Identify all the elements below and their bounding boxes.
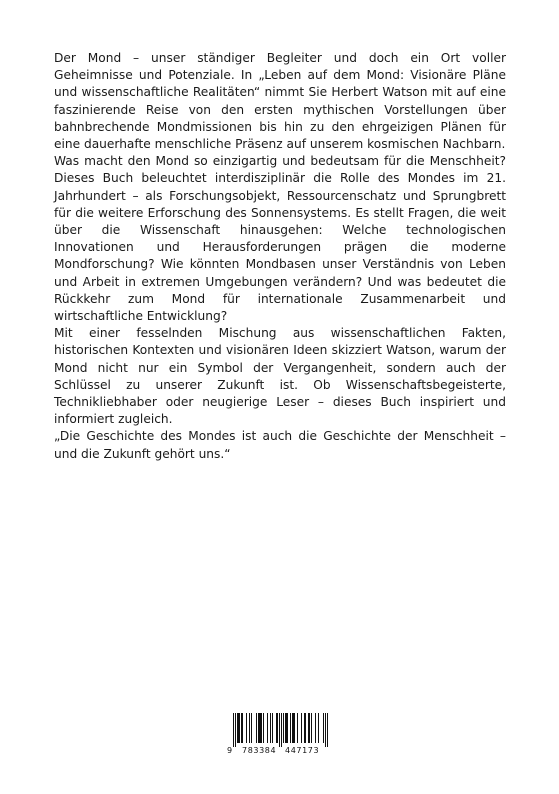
barcode-bar [277, 713, 278, 743]
barcode-bar [272, 713, 273, 743]
barcode-bar [281, 713, 282, 747]
isbn-barcode [227, 713, 331, 761]
barcode-bar [325, 713, 326, 747]
barcode-bar [285, 713, 286, 743]
paragraph-quote: „Die Geschichte des Mondes ist auch die Geschichte der Menschheit – und die Zukunft gehört uns.“ [54, 429, 506, 461]
barcode-bar [249, 713, 250, 743]
barcode-bar [311, 713, 312, 743]
barcode-bar [287, 713, 288, 743]
barcode-bar [260, 713, 261, 743]
barcode-bar [241, 713, 242, 743]
barcode-bar [323, 713, 324, 743]
back-cover-text [54, 50, 506, 463]
barcode-bar [315, 713, 316, 743]
barcode-bar [292, 713, 293, 743]
barcode-bar [327, 713, 328, 747]
barcode-bar [305, 713, 306, 743]
barcode-group-left: 783384 [242, 746, 277, 755]
barcode-bar [237, 713, 238, 743]
barcode-digits [227, 746, 331, 758]
barcode-bar [246, 713, 247, 743]
barcode-bar [258, 713, 259, 743]
barcode-bar [235, 713, 236, 747]
barcode-bar [308, 713, 309, 743]
barcode-bar [239, 713, 240, 743]
barcode-bar [256, 713, 257, 743]
barcode-bar [238, 713, 239, 743]
barcode-bar [318, 713, 319, 743]
barcode-bar [294, 713, 295, 743]
barcode-bar [297, 713, 298, 743]
barcode-bar [279, 713, 280, 747]
paragraph-intro: Der Mond – unser ständiger Begleiter und doch ein Ort voller Geheimnisse und Potenziale. In „Leben auf dem Mond: Visionäre Pläne und wissenschaftliche Realitäten“ nimmt Sie Herbert Watson mit auf eine faszinierende Reise von den ersten mythischen Vorstellungen über bahnbrechende Mondmissionen bis hin zu den ehrgeizigen Plänen für eine dauerhafte menschliche Präsenz auf unserem kosmischen Nachbarn. [54, 51, 506, 152]
barcode-bars [227, 713, 331, 747]
barcode-bar [304, 713, 305, 743]
barcode-lead-digit: 9 [227, 746, 233, 755]
barcode-bar [267, 713, 268, 743]
barcode-bar [242, 713, 243, 743]
barcode-bar [251, 713, 252, 743]
barcode-bar [301, 713, 302, 743]
barcode-bar [276, 713, 277, 743]
barcode-bar [261, 713, 262, 743]
paragraph-questions: Was macht den Mond so einzigartig und bedeutsam für die Menschheit? Dieses Buch beleuchtet interdisziplinär die Rolle des Mondes im 21. Jahrhundert – als Forschungsobjekt, Ressourcenschatz und Sprungbrett für die weitere Erforschung des Sonnensystems. Es stellt Fragen, die weit über die Wissenschaft hinausgehen: Welche technologischen Innovationen und Herausforderungen prägen die moderne Mondforschung? Wie könnten Mondbasen unser Verständnis von Leben und Arbeit in extremen Umgebungen verändern? Und was bedeutet die Rückkehr zum Mond für internationale Zusammenarbeit und wirtschaftliche Entwicklung? [54, 154, 506, 324]
paragraph-summary: Mit einer fesselnden Mischung aus wissenschaftlichen Fakten, historischen Kontexten und visionären Ideen skizziert Watson, warum der Mond nicht nur ein Symbol der Vergangenheit, sondern auch der Schlüssel zu unserer Zukunft ist. Ob Wissenschaftsbegeisterte, Technikliebhaber oder neugierige Leser – dieses Buch inspiriert und informiert zugleich. [54, 326, 506, 427]
barcode-bar [233, 713, 234, 747]
barcode-group-right: 447173 [285, 746, 320, 755]
barcode-bar [293, 713, 294, 743]
barcode-bar [259, 713, 260, 743]
barcode-bar [263, 713, 264, 743]
barcode-bar [286, 713, 287, 743]
barcode-bar [309, 713, 310, 743]
barcode-bar [290, 713, 291, 743]
barcode-bar [283, 713, 284, 743]
barcode-bar [270, 713, 271, 743]
